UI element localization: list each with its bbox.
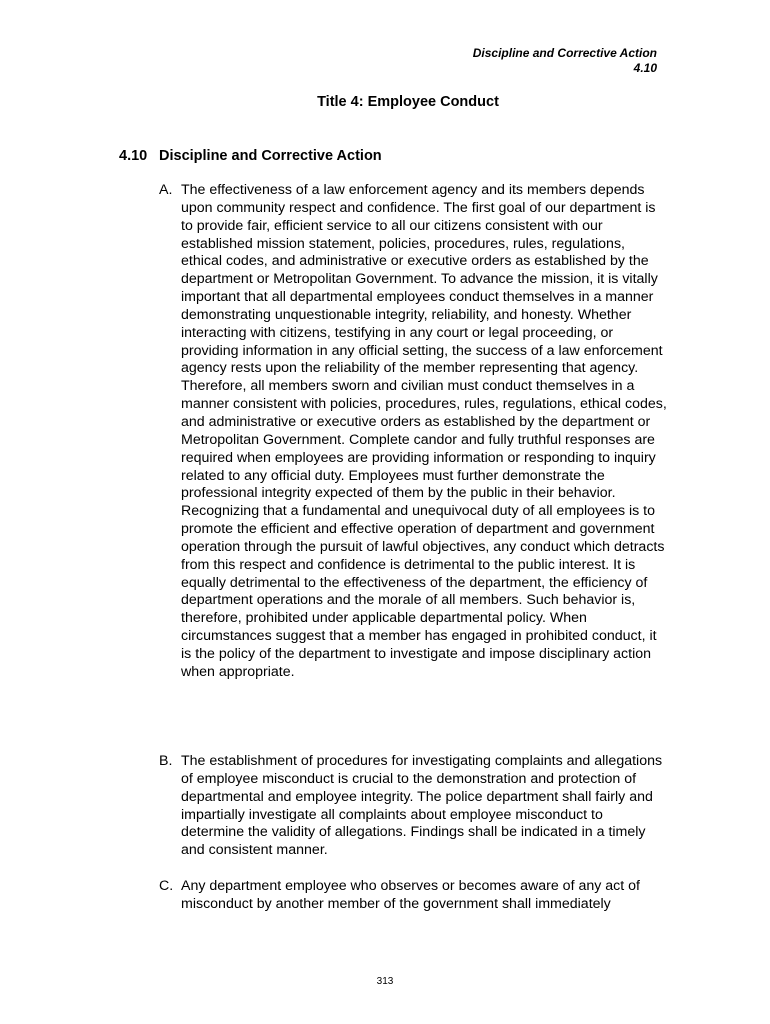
section-number: 4.10 <box>119 148 148 164</box>
section-heading-text: Discipline and Corrective Action <box>159 148 382 164</box>
paragraph-b: The establishment of procedures for investigating complaints and allegations of employee misconduct is crucial to the demonstration and protection of departmental and employee integrity. The police department shall fairly and impartially investigate all complaints about employee misconduct to determine the validity of allegations. Findings shall be indicated in a timely and consistent manner. <box>181 753 663 859</box>
paragraph-a: The effectiveness of a law enforcement agency and its members depends upon community respect and confidence. The first goal of our department is to provide fair, efficient service to all our citizens consistent with our established mission statement, policies, procedures, rules, regulations, ethical codes, and administrative or executive orders as established by the department or Metropolitan Government. To advance the mission, it is vitally important that all departmental employees conduct themselves in a manner demonstrating unquestionable integrity, reliability, and honesty. Whether interacting with citizens, testifying in any court or legal proceeding, or providing information in any official setting, the success of a law enforcement agency rests upon the reliability of the member representing that agency. Therefore, all members sworn and civilian must conduct themselves in a manner consistent with policies, procedures, rules, regulations, ethical codes, and administrative or executive orders as established by the department or Metropolitan Government. Complete candor and fully truthful responses are required when employees are providing information or responding to inquiry related to any official duty. Employees must further demonstrate the professional integrity expected of them by the public in their behavior. Recognizing that a fundamental and unequivocal duty of all employees is to promote the efficient and effective operation of department and government operation through the pursuit of lawful objectives, any conduct which detracts from this respect and confidence is detrimental to the public interest. It is equally detrimental to the effectiveness of the department, the efficiency of department operations and the morale of all members. Such behavior is, therefore, prohibited under applicable departmental policy. When circumstances suggest that a member has engaged in prohibited conduct, it is the policy of the department to investigate and impose disciplinary action when appropriate. <box>181 182 667 680</box>
page-number: 313 <box>376 976 394 987</box>
running-header <box>473 46 657 76</box>
document-title: Title 4: Employee Conduct <box>317 94 499 110</box>
paragraph-c: Any department employee who observes or becomes aware of any act of misconduct by another member of the government shall immediately <box>181 878 640 912</box>
list-marker-a: A. <box>159 182 173 198</box>
list-item-c <box>159 878 669 914</box>
running-header-number: 4.10 <box>633 61 657 75</box>
list-item-b <box>159 753 669 860</box>
section-heading <box>119 146 382 166</box>
list-item-a <box>159 182 669 682</box>
list-marker-c: C. <box>159 878 174 894</box>
running-header-title: Discipline and Corrective Action <box>472 46 657 60</box>
list-marker-b: B. <box>159 753 173 769</box>
